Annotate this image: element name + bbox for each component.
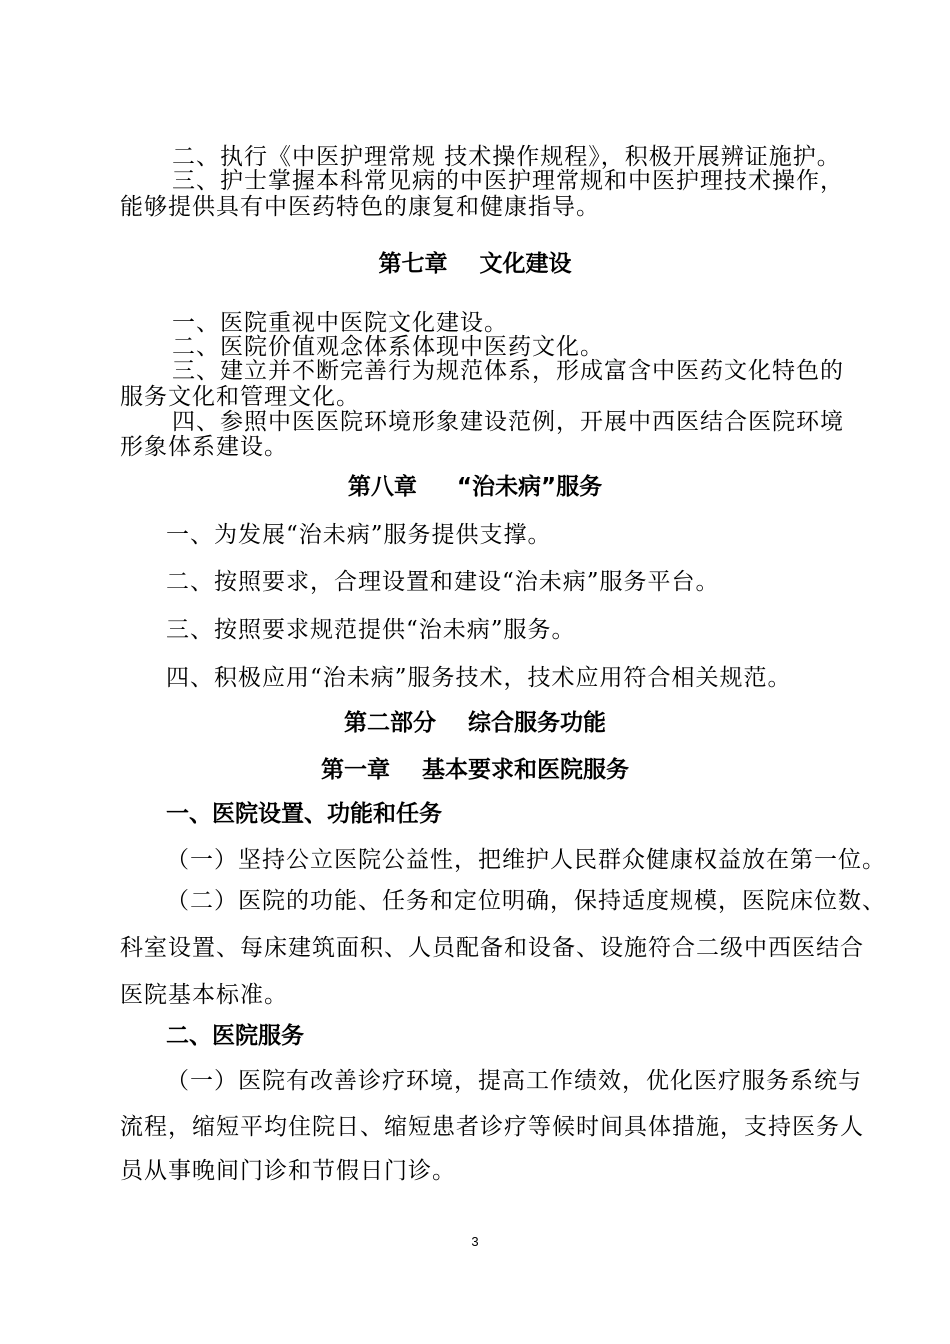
list-item: 四、参照中医医院环境形象建设范例，开展中西医结合医院环境 xyxy=(172,409,844,435)
list-item: 三、建立并不断完善行为规范体系，形成富含中医药文化特色的 xyxy=(172,358,844,384)
list-item: 一、为发展“治未病”服务提供支撑。 xyxy=(166,522,552,548)
paragraph-line: 能够提供具有中医药特色的康复和健康指导。 xyxy=(120,194,600,220)
list-item: （一）医院有改善诊疗环境，提高工作绩效，优化医疗服务系统与 xyxy=(166,1068,862,1094)
paragraph-line: 三、护士掌握本科常见病的中医护理常规和中医护理技术操作， xyxy=(172,168,844,194)
list-item: （一）坚持公立医院公益性，把维护人民群众健康权益放在第一位。 xyxy=(166,847,886,873)
list-item: 二、医院价值观念体系体现中医药文化。 xyxy=(172,334,604,360)
chapter-7-title: 第七章 文化建设 xyxy=(378,251,572,277)
list-item-continuation: 医院基本标准。 xyxy=(120,982,288,1008)
section-heading: 二、医院服务 xyxy=(166,1023,304,1049)
chapter-8-title: 第八章 “治未病”服务 xyxy=(347,474,603,500)
list-item-continuation: 形象体系建设。 xyxy=(120,434,288,460)
page-number: 3 xyxy=(471,1234,479,1249)
chapter-1-title: 第一章 基本要求和医院服务 xyxy=(320,757,630,783)
paragraph-line: 二、执行《中医护理常规 技术操作规程》，积极开展辨证施护。 xyxy=(172,144,841,170)
list-item-continuation: 服务文化和管理文化。 xyxy=(120,384,360,410)
section-heading: 一、医院设置、功能和任务 xyxy=(166,801,442,827)
list-item-continuation: 科室设置、每床建筑面积、人员配备和设备、设施符合二级中西医结合 xyxy=(120,935,864,961)
list-item: 三、按照要求规范提供“治未病”服务。 xyxy=(166,617,576,643)
list-item: （二）医院的功能、任务和定位明确，保持适度规模，医院床位数、 xyxy=(166,888,886,914)
part-2-title: 第二部分 综合服务功能 xyxy=(343,710,607,736)
list-item-continuation: 员从事晚间门诊和节假日门诊。 xyxy=(120,1158,456,1184)
list-item: 一、医院重视中医院文化建设。 xyxy=(172,310,508,336)
list-item: 二、按照要求，合理设置和建设“治未病”服务平台。 xyxy=(166,569,720,595)
list-item-continuation: 流程，缩短平均住院日、缩短患者诊疗等候时间具体措施，支持医务人 xyxy=(120,1114,864,1140)
list-item: 四、积极应用“治未病”服务技术，技术应用符合相关规范。 xyxy=(166,665,792,691)
